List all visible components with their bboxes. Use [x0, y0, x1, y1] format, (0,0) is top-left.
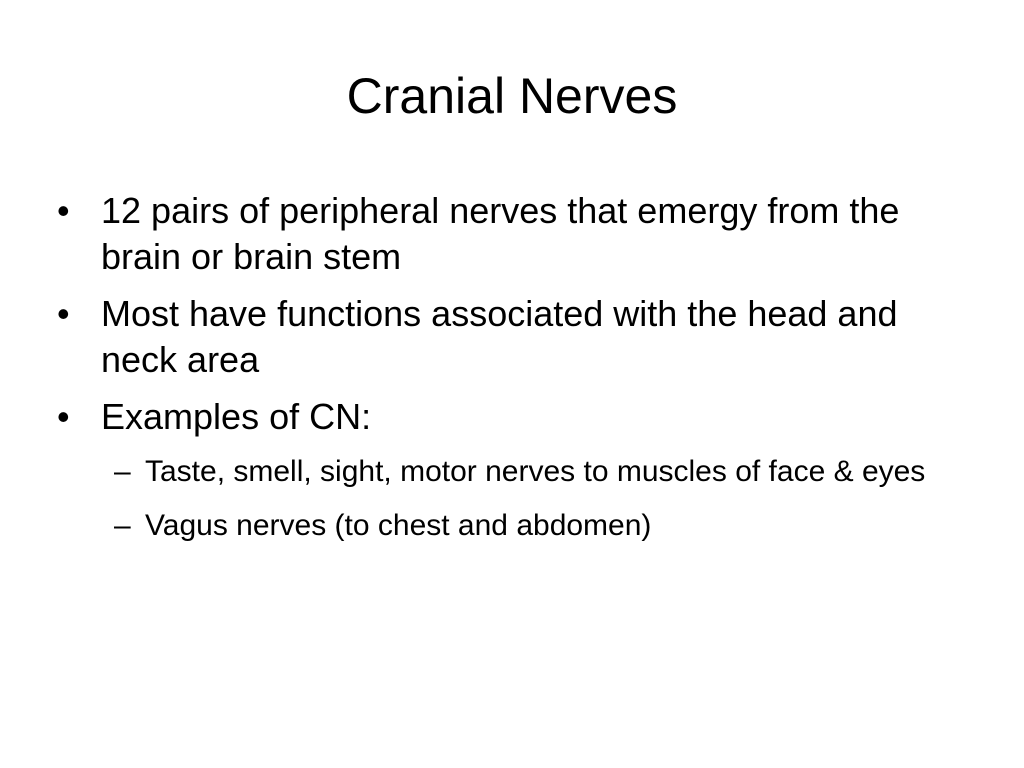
bullet-marker: • — [57, 190, 70, 231]
sub-bullet-text: Vagus nerves (to chest and abdomen) — [145, 509, 652, 542]
bullet-item — [52, 394, 972, 440]
bullet-item — [52, 188, 972, 280]
bullet-text: 12 pairs of peripheral nerves that emergy from the brain or brain stem — [101, 190, 900, 277]
bullet-item — [52, 291, 972, 383]
slide-body — [52, 188, 972, 559]
sub-bullet-marker: – — [114, 455, 131, 488]
bullet-marker: • — [57, 396, 70, 437]
sub-bullet-marker: – — [114, 509, 131, 542]
sub-bullet-item — [114, 505, 972, 547]
bullet-text: Examples of CN: — [101, 396, 372, 437]
bullet-text: Most have functions associated with the head and neck area — [101, 293, 898, 380]
bullet-marker: • — [57, 293, 70, 334]
sub-bullet-text: Taste, smell, sight, motor nerves to muscles of face & eyes — [145, 455, 926, 488]
slide-title: Cranial Nerves — [346, 68, 678, 124]
sub-bullet-list — [52, 451, 972, 547]
sub-bullet-item — [114, 451, 972, 493]
